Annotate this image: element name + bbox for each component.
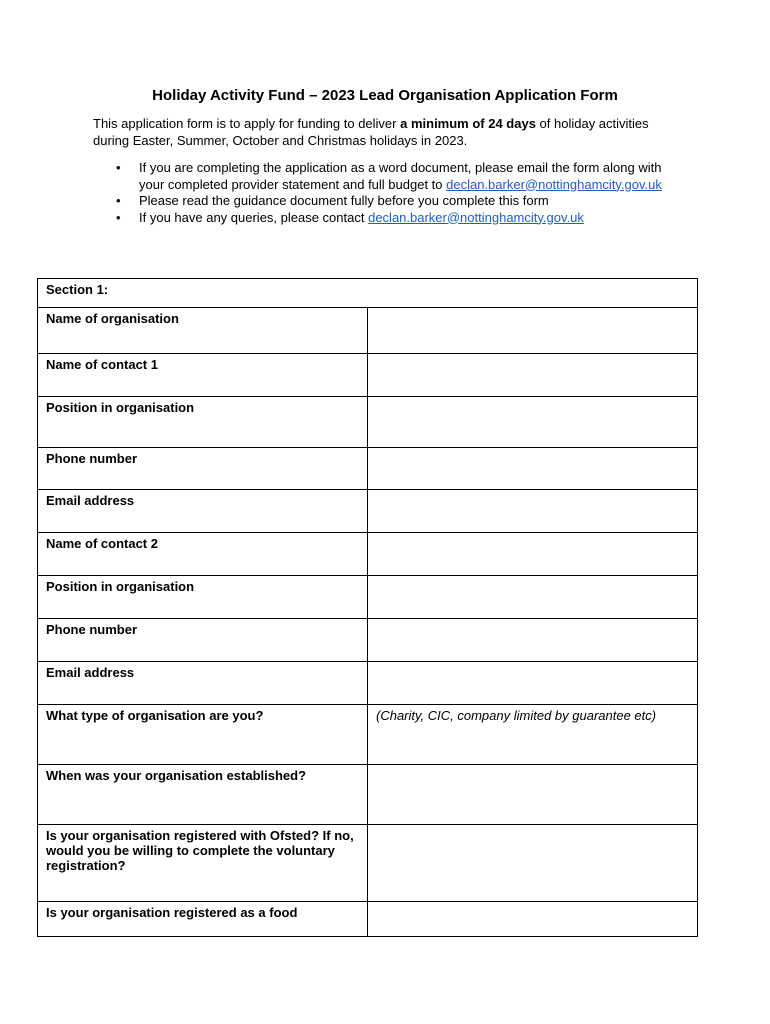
section-heading-row xyxy=(38,279,698,308)
table-row xyxy=(38,705,698,765)
instruction-text: Please read the guidance document fully before you complete this form xyxy=(139,193,549,208)
food-registration-field[interactable] xyxy=(368,902,698,937)
row-label: Position in organisation xyxy=(38,576,368,619)
table-row xyxy=(38,397,698,448)
instruction-list xyxy=(93,160,673,226)
table-row xyxy=(38,354,698,397)
contact-1-name-field[interactable] xyxy=(368,354,698,397)
established-date-field[interactable] xyxy=(368,765,698,825)
row-label: Phone number xyxy=(38,448,368,490)
row-label: Is your organisation registered as a food xyxy=(38,902,368,937)
table-row xyxy=(38,308,698,354)
contact-2-phone-field[interactable] xyxy=(368,619,698,662)
row-label: Email address xyxy=(38,490,368,533)
table-row xyxy=(38,902,698,937)
bullet-icon: • xyxy=(116,193,121,208)
table-row xyxy=(38,533,698,576)
ofsted-registration-field[interactable] xyxy=(368,825,698,902)
intro-text-bold: a minimum of 24 days xyxy=(400,116,536,131)
instruction-item-email xyxy=(93,160,673,193)
row-label: When was your organisation established? xyxy=(38,765,368,825)
intro-paragraph xyxy=(93,116,663,149)
table-row xyxy=(38,662,698,705)
organisation-name-field[interactable] xyxy=(368,308,698,354)
contact-2-email-field[interactable] xyxy=(368,662,698,705)
table-row xyxy=(38,619,698,662)
instruction-item-guidance xyxy=(93,193,673,210)
row-label: Name of organisation xyxy=(38,308,368,354)
table-row xyxy=(38,576,698,619)
row-label: Email address xyxy=(38,662,368,705)
section-heading: Section 1: xyxy=(38,279,698,308)
contact-2-position-field[interactable] xyxy=(368,576,698,619)
table-row xyxy=(38,825,698,902)
contact-email-link[interactable]: declan.barker@nottinghamcity.gov.uk xyxy=(368,209,584,225)
row-label: Phone number xyxy=(38,619,368,662)
email-link[interactable]: declan.barker@nottinghamcity.gov.uk xyxy=(446,176,662,192)
organisation-type-field[interactable]: (Charity, CIC, company limited by guarantee etc) xyxy=(368,705,698,765)
table-row xyxy=(38,490,698,533)
contact-2-name-field[interactable] xyxy=(368,533,698,576)
instruction-text: If you are completing the application as a word document, please email the form along with your completed provider statement and full budget to xyxy=(139,160,662,192)
table-row xyxy=(38,765,698,825)
intro-text-before: This application form is to apply for funding to deliver xyxy=(93,116,401,131)
section-1-table xyxy=(37,278,698,937)
contact-1-email-field[interactable] xyxy=(368,490,698,533)
row-label: Is your organisation registered with Ofsted? If no, would you be willing to complete the voluntary registration? xyxy=(38,825,368,902)
row-label: Name of contact 1 xyxy=(38,354,368,397)
bullet-icon: • xyxy=(116,160,121,175)
table-row xyxy=(38,448,698,490)
intro-text-after: of holiday activities during Easter, Summer, October and Christmas holidays in 2023. xyxy=(93,116,649,148)
page-title: Holiday Activity Fund – 2023 Lead Organisation Application Form xyxy=(152,87,618,104)
bullet-icon: • xyxy=(116,209,121,225)
contact-1-position-field[interactable] xyxy=(368,397,698,448)
row-label: Name of contact 2 xyxy=(38,533,368,576)
row-label: Position in organisation xyxy=(38,397,368,448)
instruction-text: If you have any queries, please contact xyxy=(139,209,369,225)
instruction-item-queries xyxy=(93,210,673,227)
contact-1-phone-field[interactable] xyxy=(368,448,698,490)
row-label: What type of organisation are you? xyxy=(38,705,368,765)
